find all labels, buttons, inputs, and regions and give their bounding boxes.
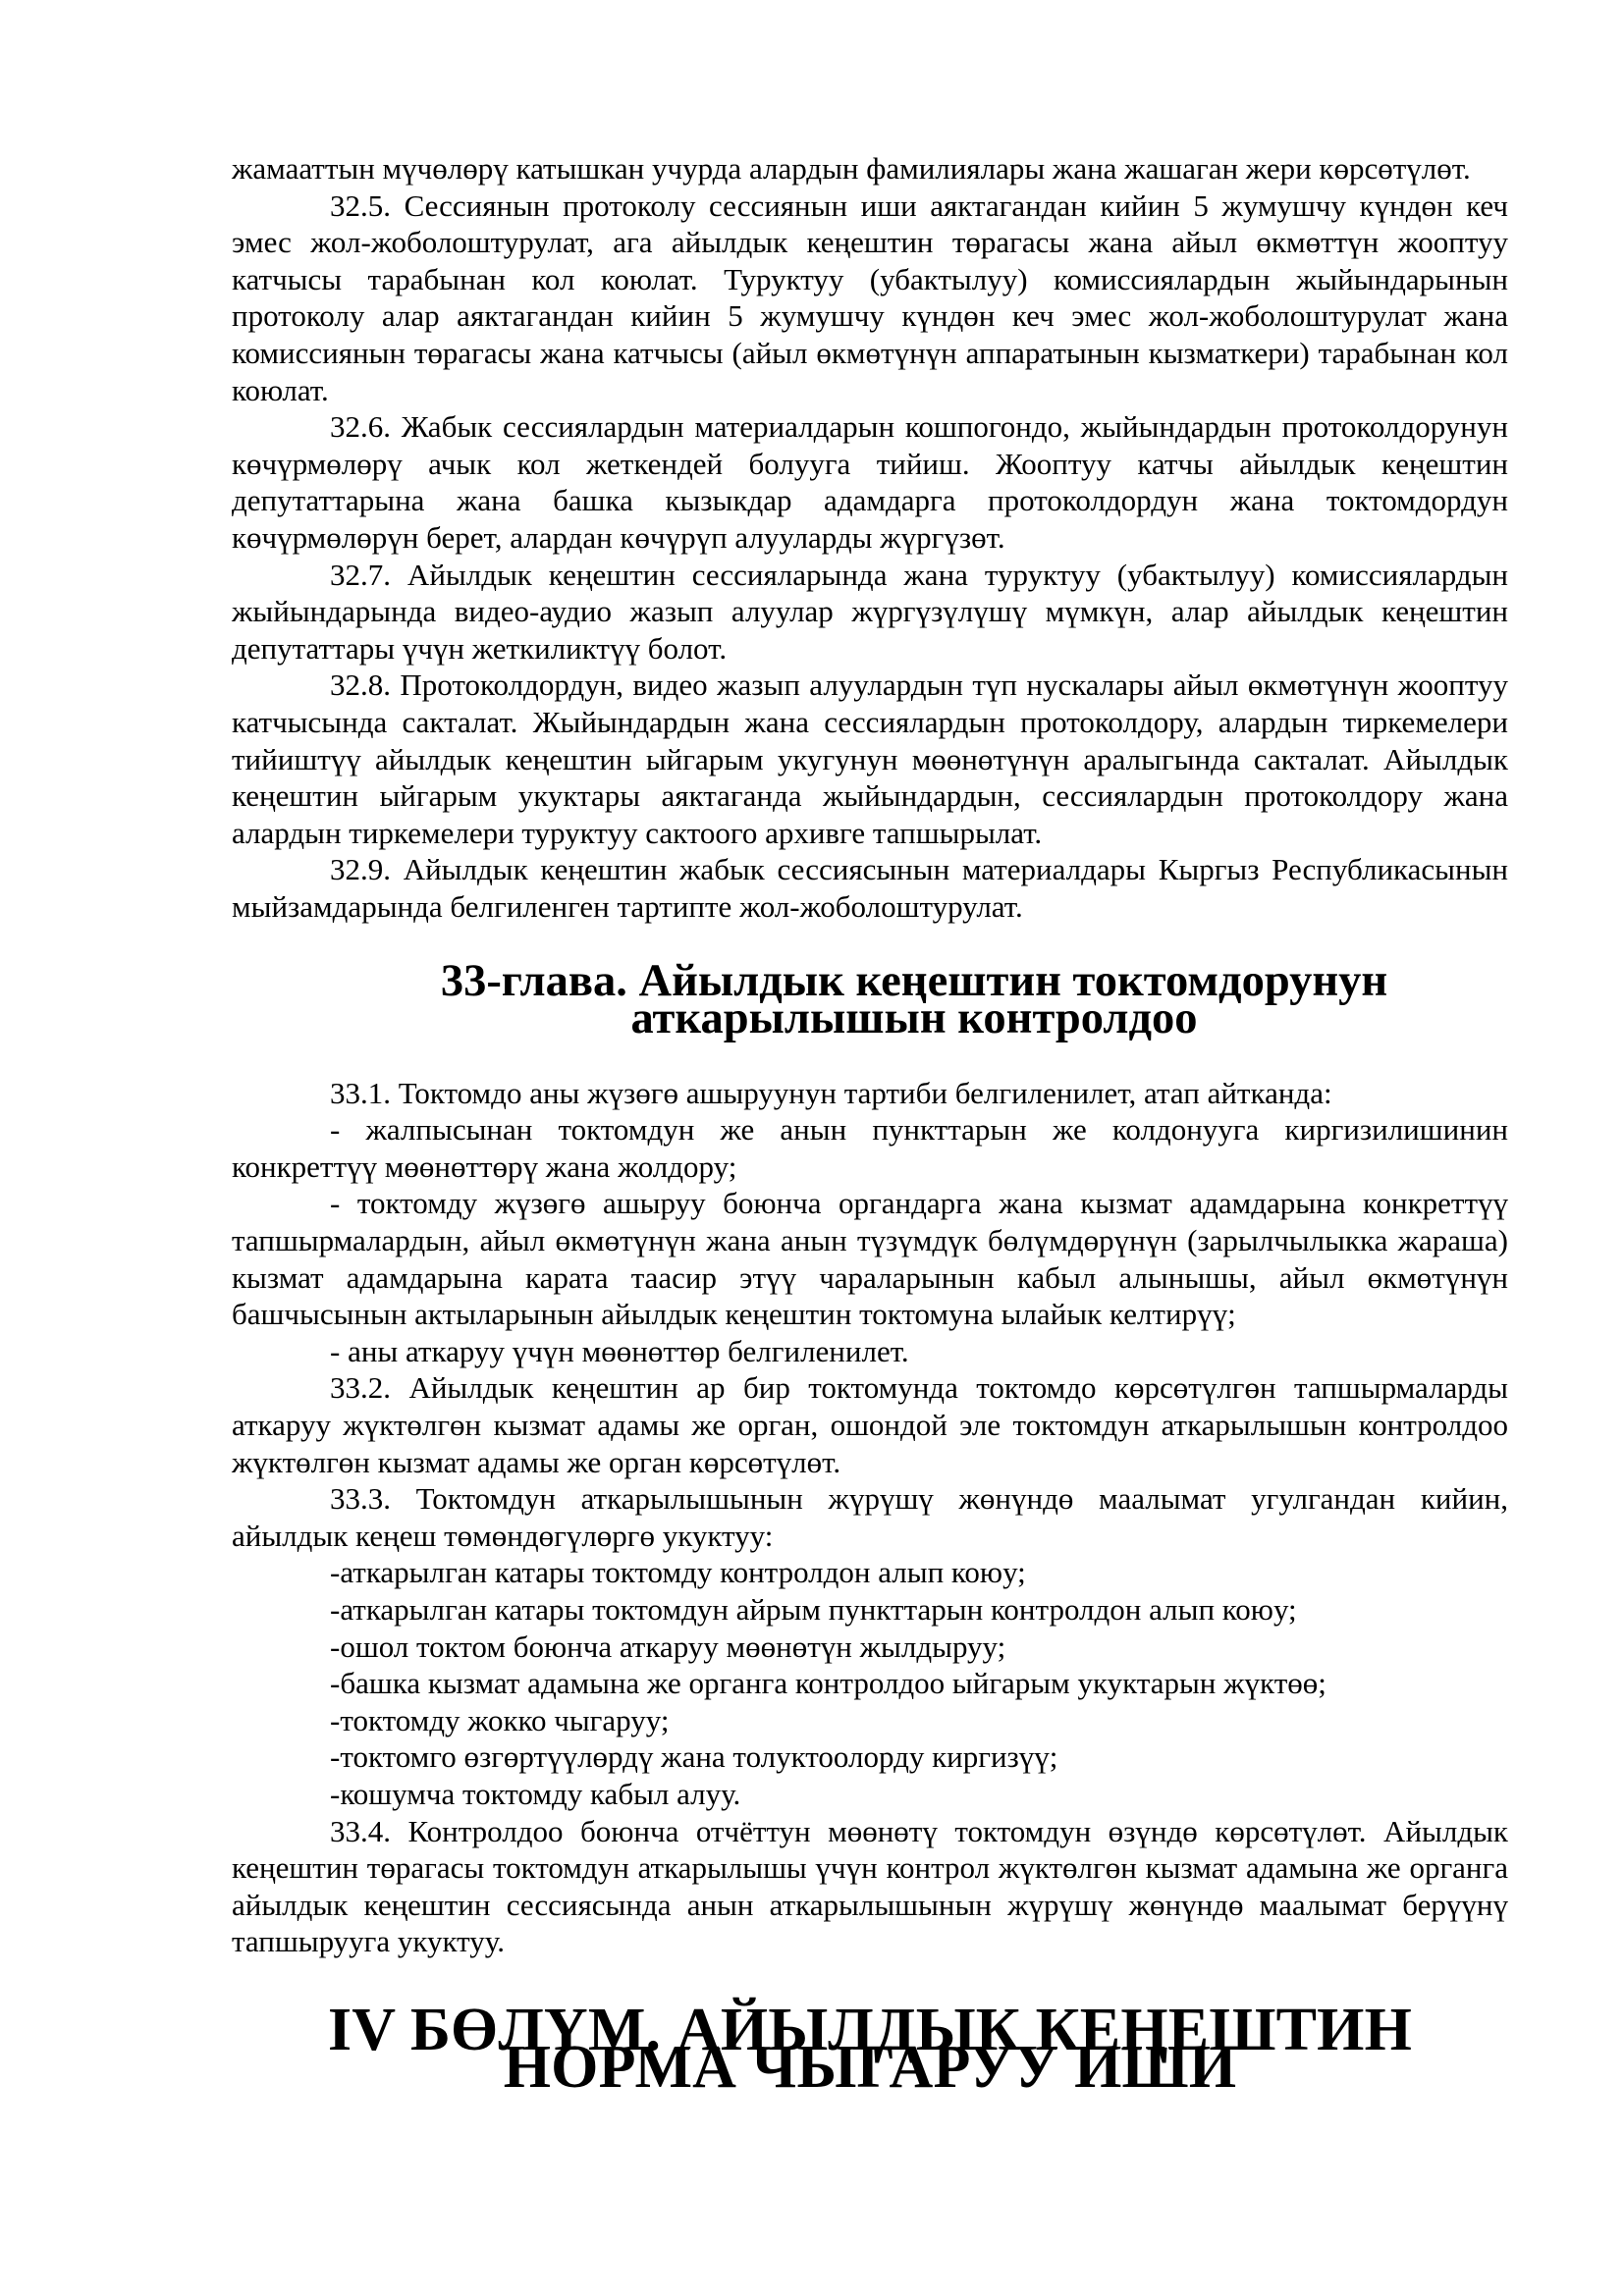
chapter-33-heading: 33-глава. Айылдык кеңештин токтомдорунун аткарылышын контролдоо — [440, 956, 1388, 1044]
paragraph-33-1: 33.1. Токтомдо аны жүзөгө ашыруунун тартиби белгиленилет, атап айтканда: — [330, 1075, 1332, 1110]
list-item: -аткарылган катары токтомду контролдон алып коюу; — [330, 1555, 1026, 1590]
list-item: - жалпысынан токтомдун же анын пункттарын же колдонууга киргизилишинин конкреттүү мөөнөттөрү жана жолдору; — [232, 1112, 1508, 1184]
paragraph-33-3: 33.3. Токтомдун аткарылышынын жүрүшү жөнүндө маалымат угулгандан кийин, айылдык кеңеш төмөндөгүлөргө укуктуу: — [232, 1481, 1508, 1553]
continuation-paragraph: жамааттын мүчөлөрү катышкан учурда алардын фамилиялары жана жашаган жери көрсөтүлөт. — [232, 151, 1471, 186]
list-item: - аны аткаруу үчүн мөөнөттөр белгиленилет. — [330, 1333, 909, 1368]
list-item: -токтомго өзгөртүүлөрдү жана толуктоолорду киргизүү; — [330, 1739, 1058, 1775]
paragraph-32-7: 32.7. Айылдык кеңештин сессияларында жана туруктуу (убактылуу) комиссиялардын жыйындарында видео-аудио жазып алуулар жүргүзүлүшү мүмкүн, алар айылдык кеңештин депутаттары үчүн жеткиликтүү болот. — [232, 557, 1508, 666]
document-page — [232, 150, 1508, 2101]
part-iv-heading: IV БӨЛҮМ. АЙЫЛДЫК КЕҢЕШТИН НОРМА ЧЫГАРУУ ИШИ — [327, 1996, 1413, 2101]
paragraph-32-6: 32.6. Жабык сессиялардын материалдарын кошпогондо, жыйындардын протоколдорунун көчүрмөлөрү ачык кол жеткендей болууга тийиш. Жооптуу катчы айылдык кеңештин депутаттарына жана башка кызыкдар адамдарга протоколдордун жана токтомдордун көчүрмөлөрүн берет, алардан көчүрүп алууларды жүргүзөт. — [232, 409, 1508, 555]
list-item: - токтомду жүзөгө ашыруу боюнча органдарга жана кызмат адамдарына конкреттүү тапшырмалардын, айыл өкмөтүнүн жана анын түзүмдүк бөлүмдөрүнүн (зарылчылыкка жараша) кызмат адамдарына карата таасир этүү чараларынын кабыл алынышы, айыл өкмөтүнүн башчысынын актыларынын айылдык кеңештин токтомуна ылайык келтирүү; — [232, 1186, 1508, 1332]
list-item: -аткарылган катары токтомдун айрым пункттарын контролдон алып коюу; — [330, 1591, 1297, 1627]
list-item: -кошумча токтомду кабыл алуу. — [330, 1776, 741, 1811]
paragraph-32-8: 32.8. Протоколдордун, видео жазып алуулардын түп нускалары айыл өкмөтүнүн жооптуу катчысында сакталат. Жыйындардын жана сессиялардын протоколдору, алардын тиркемелери тийиштүү айылдык кеңештин ыйгарым укугунун мөөнөтүнүн аралыгында сакталат. Айылдык кеңештин ыйгарым укуктары аяктаганда жыйындардын, сессиялардын протоколдору жана алардын тиркемелери туруктуу сактоого архивге тапшырылат. — [232, 667, 1508, 850]
paragraph-32-5: 32.5. Сессиянын протоколу сессиянын иши аяктагандан кийин 5 жумушчу күндөн кеч эмес жол-жоболоштурулат, ага айылдык кеңештин төрагасы жана айыл өкмөттүн жооптуу катчысы тарабынан кол коюлат. Туруктуу (убактылуу) комиссиялардын жыйындарынын протоколу алар аяктагандан кийин 5 жумушчу күндөн кеч эмес жол-жоболоштурулат жана комиссиянын төрагасы жана катчысы (айыл өкмөтүнүн аппаратынын кызматкери) тарабынан кол коюлат. — [232, 187, 1508, 407]
paragraph-33-4: 33.4. Контролдоо боюнча отчёттун мөөнөтү токтомдун өзүндө көрсөтүлөт. Айылдык кеңештин төрагасы токтомдун аткарылышы үчүн контрол жүктөлгөн кызмат адамына же органга айылдык кеңештин сессиясында анын аткарылышынын жүрүшү жөнүндө маалымат берүүнү тапшырууга укуктуу. — [232, 1813, 1508, 1959]
paragraph-32-9: 32.9. Айылдык кеңештин жабык сессиясынын материалдары Кыргыз Республикасынын мыйзамдарында белгиленген тартипте жол-жоболоштурулат. — [232, 852, 1508, 924]
list-item: -башка кызмат адамына же органга контролдоо ыйгарым укуктарын жүктөө; — [330, 1666, 1326, 1701]
list-item: -ошол токтом боюнча аткаруу мөөнөтүн жылдыруу; — [330, 1629, 1006, 1664]
paragraph-33-2: 33.2. Айылдык кеңештин ар бир токтомунда токтомдо көрсөтүлгөн тапшырмаларды аткаруу жүктөлгөн кызмат адамы же орган, ошондой эле токтомдун аткарылышын контролдоо жүктөлгөн кызмат адамы же орган көрсөтүлөт. — [232, 1370, 1508, 1479]
list-item: -токтомду жокко чыгаруу; — [330, 1702, 670, 1737]
